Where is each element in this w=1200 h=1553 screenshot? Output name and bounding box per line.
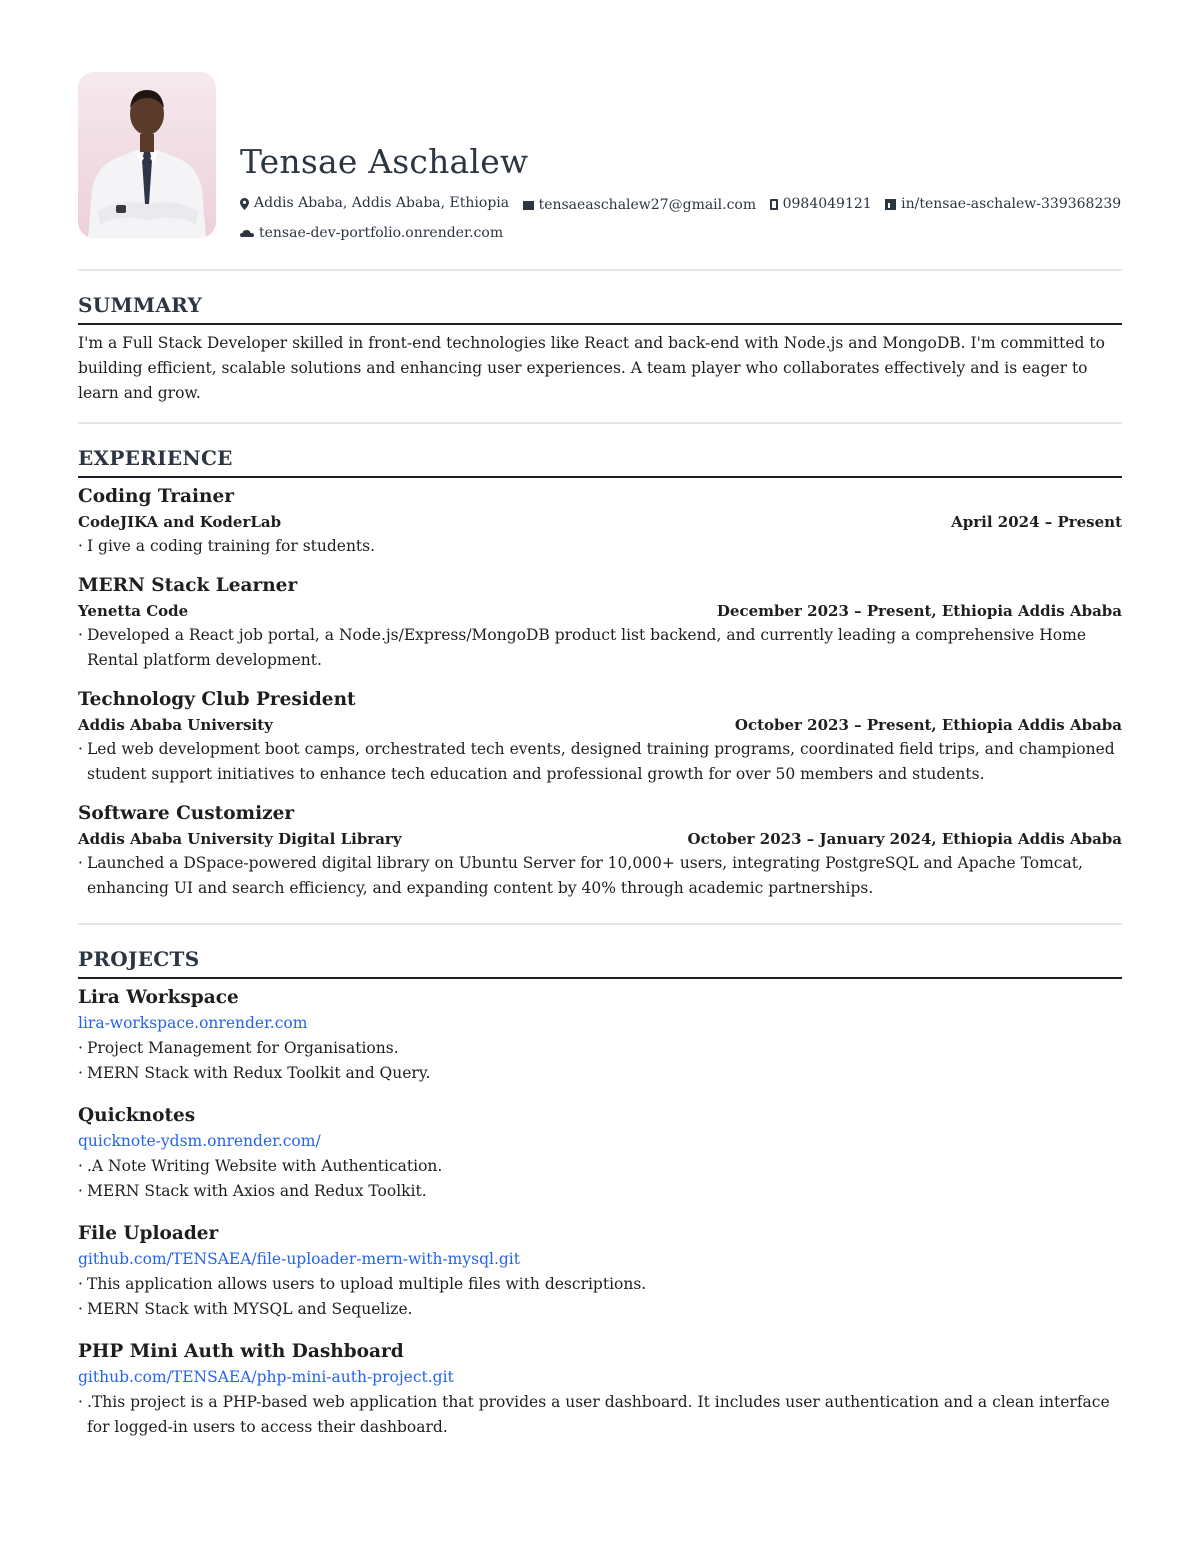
projects-heading: PROJECTS xyxy=(78,925,1122,979)
experience-bullets xyxy=(78,534,1122,559)
experience-org: Addis Ababa University xyxy=(78,716,273,734)
contact-email-text[interactable]: tensaeaschalew27@gmail.com xyxy=(538,196,757,213)
experience-entry xyxy=(78,573,1122,673)
bullet-item: · Developed a React job portal, a Node.js/Express/MongoDB product list backend, and currently leading a comprehensive Home Rental platform development. xyxy=(78,623,1122,673)
resume-page xyxy=(78,72,1122,1440)
experience-meta xyxy=(78,713,1122,737)
experience-org: Addis Ababa University Digital Library xyxy=(78,830,402,848)
cloud-icon xyxy=(240,229,254,237)
project-bullets xyxy=(78,1272,1122,1322)
experience-role: Software Customizer xyxy=(78,803,295,824)
candidate-name: Tensae Aschalew xyxy=(240,142,529,181)
experience-entry xyxy=(78,484,1122,559)
bullet-item: · This application allows users to upload multiple files with descriptions. xyxy=(78,1272,1122,1297)
experience-bullets xyxy=(78,737,1122,787)
resume-header xyxy=(78,72,1122,240)
project-link[interactable]: github.com/TENSAEA/php-mini-auth-project.git xyxy=(78,1368,454,1386)
bullet-item: · .A Note Writing Website with Authentication. xyxy=(78,1154,1122,1179)
experience-section xyxy=(78,424,1122,923)
contact-location-text: Addis Ababa, Addis Ababa, Ethiopia xyxy=(254,195,510,211)
contact-email[interactable] xyxy=(523,192,757,219)
contact-location xyxy=(240,190,509,217)
project-entry xyxy=(78,1221,1122,1322)
experience-role: MERN Stack Learner xyxy=(78,575,298,596)
project-name: PHP Mini Auth with Dashboard xyxy=(78,1341,404,1362)
bullet-item: · Project Management for Organisations. xyxy=(78,1036,1122,1061)
bullet-item: · I give a coding training for students. xyxy=(78,534,1122,559)
bullet-item: · MERN Stack with Redux Toolkit and Query. xyxy=(78,1061,1122,1086)
contact-linkedin-text[interactable]: in/tensae-aschalew-339368239 xyxy=(901,195,1122,212)
bullet-item: · MERN Stack with MYSQL and Sequelize. xyxy=(78,1297,1122,1322)
envelope-icon xyxy=(523,201,534,210)
project-name: Quicknotes xyxy=(78,1105,196,1126)
experience-meta xyxy=(78,599,1122,623)
experience-dates: October 2023 – Present, Ethiopia Addis Ababa xyxy=(734,716,1122,734)
phone-icon xyxy=(770,199,778,210)
contact-linkedin[interactable] xyxy=(885,191,1121,218)
profile-photo xyxy=(78,72,216,238)
experience-org: CodeJIKA and KoderLab xyxy=(78,513,282,531)
summary-text: I'm a Full Stack Developer skilled in front-end technologies like React and back-end with Node.js and MongoDB. I'm committed to building efficient, scalable solutions and enhancing user experiences. A team player who collaborates effectively and is eager to learn and grow. xyxy=(78,334,1105,402)
project-link[interactable]: github.com/TENSAEA/file-uploader-mern-with-mysql.git xyxy=(78,1250,520,1268)
project-bullets xyxy=(78,1390,1122,1440)
linkedin-icon xyxy=(885,199,896,210)
contact-portfolio[interactable] xyxy=(240,220,503,247)
experience-dates: October 2023 – January 2024, Ethiopia Addis Ababa xyxy=(687,830,1122,848)
experience-dates: December 2023 – Present, Ethiopia Addis Ababa xyxy=(716,602,1122,620)
bullet-item: · .This project is a PHP-based web application that provides a user dashboard. It includes user authentication and a clean interface for logged-in users to access their dashboard. xyxy=(78,1390,1122,1440)
bullet-item: · MERN Stack with Axios and Redux Toolkit. xyxy=(78,1179,1122,1204)
experience-entry xyxy=(78,687,1122,787)
project-name: File Uploader xyxy=(78,1223,219,1244)
experience-meta xyxy=(78,510,1122,534)
project-entry xyxy=(78,1103,1122,1204)
experience-heading: EXPERIENCE xyxy=(78,424,1122,478)
bullet-item: · Led web development boot camps, orchestrated tech events, designed training programs, coordinated field trips, and championed student support initiatives to enhance tech education and professional growth for over 50 members and students. xyxy=(78,737,1122,787)
profile-photo-illustration xyxy=(78,72,216,238)
project-link[interactable]: lira-workspace.onrender.com xyxy=(78,1014,308,1032)
project-name: Lira Workspace xyxy=(78,987,239,1008)
projects-section xyxy=(78,925,1122,1440)
bullet-item: · Launched a DSpace-powered digital library on Ubuntu Server for 10,000+ users, integrating PostgreSQL and Apache Tomcat, enhancing UI and search efficiency, and expanding content by 40% through academic partnerships. xyxy=(78,851,1122,901)
experience-meta xyxy=(78,827,1122,851)
project-bullets xyxy=(78,1154,1122,1204)
summary-section xyxy=(78,271,1122,422)
experience-org: Yenetta Code xyxy=(78,602,189,620)
map-pin-icon xyxy=(240,198,249,210)
experience-entry xyxy=(78,801,1122,901)
project-link[interactable]: quicknote-ydsm.onrender.com/ xyxy=(78,1132,321,1150)
project-entry xyxy=(78,985,1122,1086)
experience-dates: April 2024 – Present xyxy=(951,513,1122,531)
contact-portfolio-text[interactable]: tensae-dev-portfolio.onrender.com xyxy=(259,224,504,241)
experience-bullets xyxy=(78,851,1122,901)
experience-role: Technology Club President xyxy=(78,689,356,710)
summary-heading: SUMMARY xyxy=(78,271,1122,325)
experience-role: Coding Trainer xyxy=(78,486,235,507)
contact-list xyxy=(240,190,1140,247)
contact-phone[interactable] xyxy=(770,191,872,218)
experience-bullets xyxy=(78,623,1122,673)
contact-phone-text[interactable]: 0984049121 xyxy=(782,195,872,212)
project-bullets xyxy=(78,1036,1122,1086)
project-entry xyxy=(78,1339,1122,1440)
